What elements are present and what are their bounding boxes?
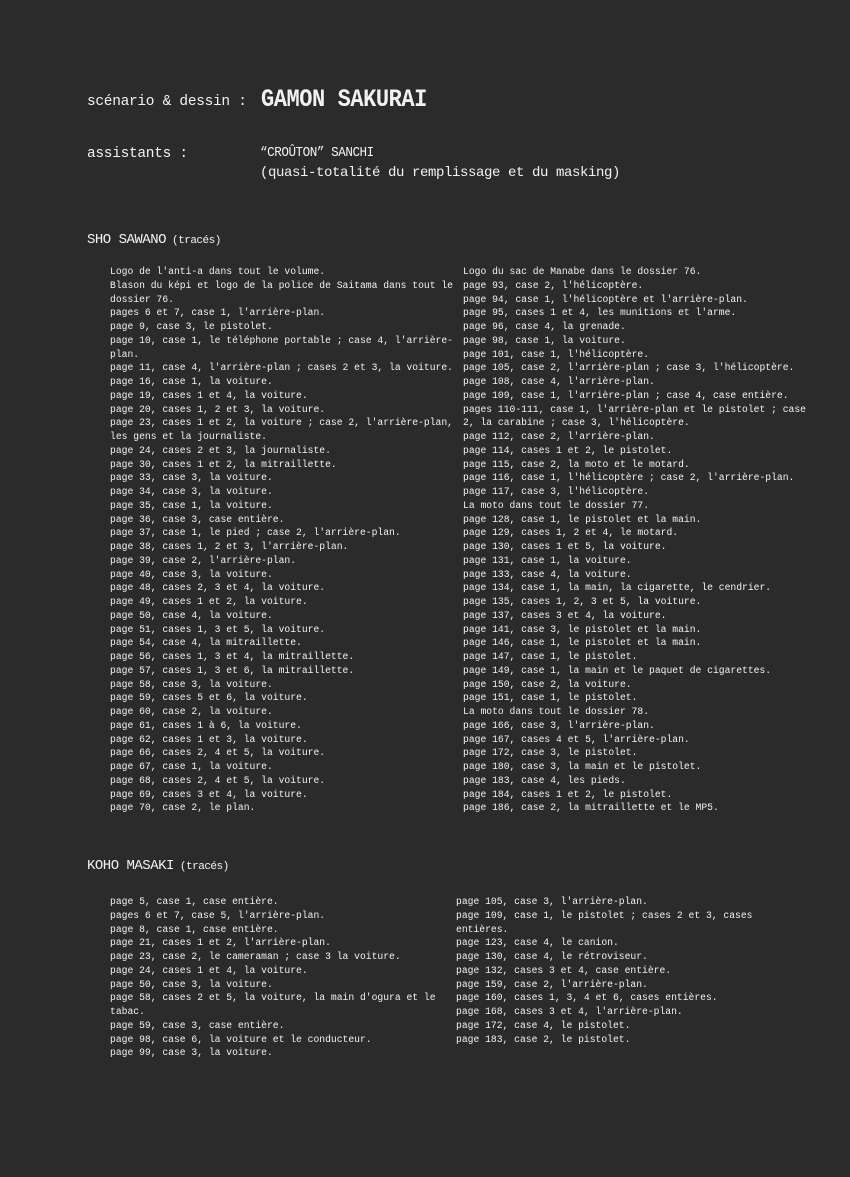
credit-entry: page 183, case 4, les pieds. bbox=[463, 774, 626, 786]
assistant-name: “CROÛTON” SANCHI bbox=[260, 145, 374, 161]
credit-entry: page 19, cases 1 et 4, la voiture. bbox=[110, 389, 308, 401]
credit-entry: page 9, case 3, le pistolet. bbox=[110, 321, 273, 332]
credit-entry: page 60, case 2, la voiture. bbox=[110, 706, 273, 717]
credit-entry: Logo du sac de Manabe dans le dossier 76. bbox=[463, 266, 702, 277]
credit-entry: page 54, case 4, la mitraillette. bbox=[110, 637, 302, 649]
credit-entry: page 114, cases 1 et 2, le pistolet. bbox=[463, 444, 673, 456]
credit-entry: page 30, cases 1 et 2, la mitraillette. bbox=[110, 458, 337, 470]
assistant-role: (quasi-totalité du remplissage et du masking) bbox=[260, 165, 621, 181]
credit-entry: page 150, case 2, la voiture. bbox=[463, 678, 632, 690]
credit-entry: page 58, cases 2 et 5, la voiture, la main d'ogura et le tabac. bbox=[110, 992, 436, 1017]
credit-entry: page 149, case 1, la main et le paquet de cigarettes. bbox=[463, 664, 772, 676]
credit-entry: page 70, case 2, le plan. bbox=[110, 802, 256, 814]
credit-entry: page 66, cases 2, 4 et 5, la voiture. bbox=[110, 747, 326, 759]
credit-entry: page 131, case 1, la voiture. bbox=[463, 554, 632, 566]
section-name: KOHO MASAKI bbox=[87, 858, 174, 874]
credit-entry: page 67, case 1, la voiture. bbox=[110, 761, 273, 772]
credit-entry: page 101, case 1, l'hélicoptère. bbox=[463, 348, 650, 360]
credit-entry: page 35, case 1, la voiture. bbox=[110, 499, 273, 511]
credit-entry: page 186, case 2, la mitraillette et le MP5. bbox=[463, 802, 719, 814]
credit-entry: page 23, case 2, le cameraman ; case 3 la voiture. bbox=[110, 951, 401, 962]
credit-entry: page 39, case 2, l'arrière-plan. bbox=[110, 554, 297, 566]
credit-entry: page 40, case 3, la voiture. bbox=[110, 568, 273, 580]
credit-entry: page 146, case 1, le pistolet et la main. bbox=[463, 637, 702, 649]
section-role: (tracés) bbox=[179, 861, 229, 873]
credit-entry: page 20, cases 1, 2 et 3, la voiture. bbox=[110, 403, 326, 415]
credit-entry: page 23, cases 1 et 2, la voiture ; case 2, l'arrière-plan, les gens et la journaliste. bbox=[110, 417, 453, 442]
credit-entry: page 109, case 1, l'arrière-plan ; case 4, case entière. bbox=[463, 389, 789, 401]
credit-entry: page 16, case 1, la voiture. bbox=[110, 376, 273, 387]
credit-entry: page 129, cases 1, 2 et 4, le motard. bbox=[463, 527, 679, 539]
credit-entry: page 68, cases 2, 4 et 5, la voiture. bbox=[110, 774, 326, 786]
credit-entry: page 130, cases 1 et 5, la voiture. bbox=[463, 541, 667, 552]
credit-entry: page 59, case 3, case entière. bbox=[110, 1019, 285, 1031]
credit-entry: page 166, case 3, l'arrière-plan. bbox=[463, 719, 655, 731]
credit-entry: page 94, case 1, l'hélicoptère et l'arrière-plan. bbox=[463, 293, 748, 305]
credit-entry: page 147, case 1, le pistolet. bbox=[463, 651, 638, 662]
credit-entry: page 98, case 6, la voiture et le conducteur. bbox=[110, 1033, 372, 1045]
credit-entry: page 105, case 3, l'arrière-plan. bbox=[456, 896, 648, 907]
credit-entry: page 93, case 2, l'hélicoptère. bbox=[463, 279, 644, 291]
credit-entry: page 24, cases 1 et 4, la voiture. bbox=[110, 964, 308, 976]
assistants-label: assistants : bbox=[87, 146, 188, 162]
sho-sawano-left-column bbox=[110, 265, 456, 815]
sho-sawano-right-column bbox=[463, 265, 809, 815]
credit-entry: page 130, case 4, le rétroviseur. bbox=[456, 951, 648, 962]
credit-entry: page 151, case 1, le pistolet. bbox=[463, 692, 638, 704]
credit-entry: page 8, case 1, case entière. bbox=[110, 923, 279, 935]
credit-entry: page 116, case 1, l'hélicoptère ; case 2, l'arrière-plan. bbox=[463, 472, 795, 484]
scenario-label: scénario & dessin : bbox=[87, 94, 247, 110]
credit-entry: pages 110-111, case 1, l'arrière-plan et le pistolet ; case 2, la carabine ; case 3, l'hélicoptère. bbox=[463, 403, 806, 429]
credit-entry: page 51, cases 1, 3 et 5, la voiture. bbox=[110, 623, 326, 635]
credit-entry: page 62, cases 1 et 3, la voiture. bbox=[110, 733, 308, 745]
section-heading-koho-masaki bbox=[87, 858, 229, 874]
credit-entry: page 48, cases 2, 3 et 4, la voiture. bbox=[110, 582, 326, 594]
credit-entry: page 95, cases 1 et 4, les munitions et l'arme. bbox=[463, 307, 737, 319]
credit-entry: page 184, cases 1 et 2, le pistolet. bbox=[463, 788, 673, 800]
section-role: (tracés) bbox=[172, 235, 221, 247]
credit-entry: page 172, case 3, le pistolet. bbox=[463, 747, 638, 759]
credit-entry: page 57, cases 1, 3 et 6, la mitraillette. bbox=[110, 664, 355, 676]
credit-entry: page 37, case 1, le pied ; case 2, l'arrière-plan. bbox=[110, 527, 401, 539]
credit-entry: page 24, cases 2 et 3, la journaliste. bbox=[110, 444, 331, 456]
credit-entry: page 61, cases 1 à 6, la voiture. bbox=[110, 719, 302, 731]
credit-entry: page 11, case 4, l'arrière-plan ; cases 2 et 3, la voiture. bbox=[110, 362, 453, 374]
credit-entry: pages 6 et 7, case 1, l'arrière-plan. bbox=[110, 307, 326, 319]
section-name: SHO SAWANO bbox=[87, 232, 167, 248]
credit-entry: page 180, case 3, la main et le pistolet. bbox=[463, 761, 702, 772]
credit-entry: page 69, cases 3 et 4, la voiture. bbox=[110, 788, 308, 800]
credit-entry: page 117, case 3, l'hélicoptère. bbox=[463, 486, 650, 497]
credit-entry: page 59, cases 5 et 6, la voiture. bbox=[110, 692, 308, 704]
credit-entry: page 115, case 2, la moto et le motard. bbox=[463, 458, 690, 470]
credit-entry: page 134, case 1, la main, la cigarette, le cendrier. bbox=[463, 582, 772, 594]
credit-entry: page 137, cases 3 et 4, la voiture. bbox=[463, 609, 667, 621]
credit-entry: page 98, case 1, la voiture. bbox=[463, 334, 626, 346]
credit-entry: La moto dans tout le dossier 78. bbox=[463, 706, 650, 717]
credit-entry: page 159, case 2, l'arrière-plan. bbox=[456, 978, 648, 990]
credit-entry: page 109, case 1, le pistolet ; cases 2 et 3, cases entières. bbox=[456, 909, 753, 935]
credit-entry: page 21, cases 1 et 2, l'arrière-plan. bbox=[110, 937, 331, 949]
section-heading-sho-sawano bbox=[87, 232, 221, 248]
credit-entry: page 10, case 1, le téléphone portable ; case 4, l'arrière-plan. bbox=[110, 334, 453, 360]
credit-entry: La moto dans tout le dossier 77. bbox=[463, 499, 650, 511]
credit-entry: page 132, cases 3 et 4, case entière. bbox=[456, 964, 672, 976]
credit-entry: page 168, cases 3 et 4, l'arrière-plan. bbox=[456, 1006, 683, 1017]
credit-entry: page 50, case 4, la voiture. bbox=[110, 609, 273, 621]
credit-entry: page 49, cases 1 et 2, la voiture. bbox=[110, 596, 308, 607]
credit-entry: Logo de l'anti-a dans tout le volume. bbox=[110, 266, 326, 277]
credit-entry: pages 6 et 7, case 5, l'arrière-plan. bbox=[110, 909, 326, 921]
credit-entry: page 36, case 3, case entière. bbox=[110, 513, 285, 525]
credit-entry: page 56, cases 1, 3 et 4, la mitraillette. bbox=[110, 651, 355, 662]
credit-entry: page 123, case 4, le canion. bbox=[456, 937, 619, 949]
credit-entry: page 99, case 3, la voiture. bbox=[110, 1047, 273, 1059]
credit-entry: page 172, case 4, le pistolet. bbox=[456, 1019, 631, 1031]
credit-entry: Blason du képi et logo de la police de Saitama dans tout le dossier 76. bbox=[110, 279, 453, 305]
credit-entry: page 167, cases 4 et 5, l'arrière-plan. bbox=[463, 733, 690, 745]
credit-entry: page 34, case 3, la voiture. bbox=[110, 486, 273, 497]
credit-entry: page 141, case 3, le pistolet et la main. bbox=[463, 623, 702, 635]
credit-entry: page 96, case 4, la grenade. bbox=[463, 321, 626, 332]
credit-entry: page 105, case 2, l'arrière-plan ; case 3, l'hélicoptère. bbox=[463, 362, 795, 374]
credit-entry: page 133, case 4, la voiture. bbox=[463, 568, 632, 580]
credit-entry: page 58, case 3, la voiture. bbox=[110, 678, 273, 690]
koho-masaki-right-column bbox=[456, 895, 788, 1046]
credit-entry: page 112, case 2, l'arrière-plan. bbox=[463, 431, 655, 442]
credit-entry: page 38, cases 1, 2 et 3, l'arrière-plan. bbox=[110, 541, 349, 552]
koho-masaki-left-column bbox=[110, 895, 442, 1060]
credit-entry: page 135, cases 1, 2, 3 et 5, la voiture. bbox=[463, 596, 702, 607]
credit-entry: page 50, case 3, la voiture. bbox=[110, 978, 273, 990]
credit-entry: page 108, case 4, l'arrière-plan. bbox=[463, 376, 655, 387]
author-name: GAMON SAKURAI bbox=[261, 85, 427, 114]
credit-entry: page 128, case 1, le pistolet et la main. bbox=[463, 513, 702, 525]
credit-entry: page 183, case 2, le pistolet. bbox=[456, 1033, 631, 1045]
credit-entry: page 33, case 3, la voiture. bbox=[110, 472, 273, 484]
credit-entry: page 5, case 1, case entière. bbox=[110, 896, 279, 907]
credit-entry: page 160, cases 1, 3, 4 et 6, cases entières. bbox=[456, 992, 718, 1004]
